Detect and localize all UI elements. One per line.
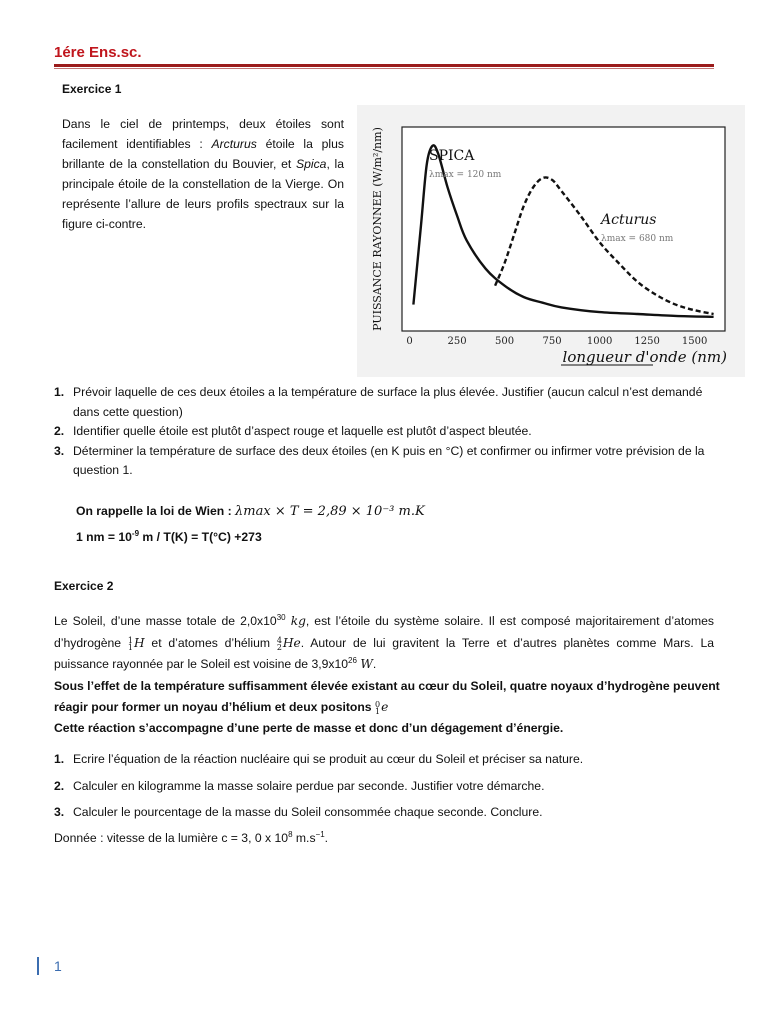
exp-minus-9: -9 <box>131 529 140 538</box>
power-text: . Autour de lui gravitent la Terre et d’autres planètes comme Mars. La puissance rayonnée par le Soleil est voisine de 3,9x10 <box>54 635 714 671</box>
x-tick-label: 750 <box>542 336 562 347</box>
h-atomic-number: 1 <box>127 642 133 652</box>
header-divider <box>54 64 714 67</box>
exercise-2-paragraph-1 <box>54 611 714 676</box>
h-mass-number: 1 <box>127 635 133 645</box>
x-tick-label: 1500 <box>681 336 708 347</box>
series-lambda-spica: λmax = 120 nm <box>429 170 502 180</box>
document-header-title: 1ére Ens.sc. <box>54 44 142 61</box>
question-text: Identifier quelle étoile est plutôt d’aspect rouge et laquelle est plutôt d’aspect bleutée. <box>73 424 532 438</box>
spectral-chart <box>357 105 745 377</box>
page-number-bar <box>37 957 39 975</box>
wien-formula: λmax × T = 2,89 × 10⁻³ m.K <box>235 504 425 519</box>
helium-symbol: He <box>282 635 301 650</box>
question-number: 2. <box>54 778 65 793</box>
spica-name: Spica <box>295 157 327 171</box>
unit-w: W <box>360 657 373 671</box>
he-mass-number: 4 <box>276 635 282 645</box>
paragraph-end: . <box>372 657 377 671</box>
sun-mass-text: Le Soleil, d’une masse totale de 2,0x10 <box>54 614 277 628</box>
exercise-1-intro <box>62 114 344 234</box>
intro-text-3: , la principale étoile de la constellation de la Vierge. On représente l’allure de leurs profils spectraux sur la figure ci-contre. <box>62 157 344 231</box>
positron-bottom: 1 <box>374 707 381 716</box>
y-axis-label: PUISSANCE RAYONNEE (W/m²/nm) <box>371 127 384 331</box>
exp-30: 30 <box>276 613 286 622</box>
ex2-question-2 <box>54 777 726 797</box>
intro-text-1: Dans le ciel de printemps, deux étoiles sont facilement identifiables : <box>62 117 344 151</box>
donnee-text: Donnée : vitesse de la lumière c = 3, 0 x 10 <box>54 831 289 845</box>
arcturus-name: Arcturus <box>211 137 257 151</box>
exp-minus-1: −1 <box>315 830 325 839</box>
positron-top: 0 <box>374 700 381 709</box>
x-tick-label: 500 <box>495 336 515 347</box>
exercise-1-questions <box>54 383 722 481</box>
page-number: 1 <box>54 958 62 974</box>
question-number: 2. <box>54 424 65 438</box>
hydrogen-symbol: H <box>133 635 145 650</box>
hydrogen-isotope-numbers <box>128 637 133 651</box>
donnee-end: . <box>324 831 329 845</box>
wien-law-line <box>76 501 676 522</box>
x-tick-label: 1000 <box>586 336 613 347</box>
question-number: 3. <box>54 805 65 819</box>
question-text: Ecrire l’équation de la réaction nucléaire qui se produit au cœur du Soleil et préciser sa nature. <box>73 752 584 766</box>
ex1-question-3 <box>54 442 722 481</box>
ex2-question-3 <box>54 803 726 823</box>
question-number: 3. <box>54 443 65 458</box>
question-number: 1. <box>54 752 65 766</box>
helium-text: et d’atomes d’hélium <box>144 635 277 650</box>
question-number: 1. <box>54 385 65 399</box>
fusion-text: Sous l’effet de la température suffisamment élevée existant au cœur du Soleil, quatre noyaux d’hydrogène peuvent réagir pour former un noyau d’hélium et deux positons <box>54 679 720 714</box>
x-axis-label: longueur d'onde (nm) <box>562 348 727 366</box>
ex1-question-1 <box>54 383 722 422</box>
ex1-question-2 <box>54 422 722 442</box>
x-tick-label: 0 <box>406 336 413 347</box>
question-text: Déterminer la température de surface des deux étoiles (en K puis en °C) et confirmer ou infirmer votre prévision de la question 1. <box>73 443 705 477</box>
units-reminder <box>76 527 676 547</box>
positron-numbers <box>375 701 380 715</box>
positron-symbol: e <box>381 700 389 714</box>
series-lambda-acturus: λmax = 680 nm <box>601 234 674 244</box>
question-text: Calculer le pourcentage de la masse du Soleil consommée chaque seconde. Conclure. <box>73 805 543 819</box>
he-atomic-number: 2 <box>276 642 282 652</box>
units-line: 1 nm = $10^{-9}$ m / T(K) = T(°C) +273 <box>76 529 262 544</box>
spectral-profile-figure <box>357 105 745 377</box>
series-name-acturus: Acturus <box>601 212 657 228</box>
helium-isotope-numbers <box>277 637 282 651</box>
donnee-unit: m.s <box>292 831 316 845</box>
exp-26: 26 <box>348 656 357 665</box>
header-divider-thin <box>54 68 714 69</box>
series-name-spica: SPICA <box>429 148 475 164</box>
exercise-1-title: Exercice 1 <box>62 82 122 96</box>
exercise-2-title: Exercice 2 <box>54 579 114 593</box>
unit-kg: kg <box>290 614 306 628</box>
question-text: Calculer en kilogramme la masse solaire perdue par seconde. Justifier votre démarche. <box>73 778 545 793</box>
ex2-question-1 <box>54 750 726 770</box>
intro-text-2: étoile la plus brillante de la constellation du Bouvier, et <box>62 137 344 171</box>
exercise-2-paragraph-2 <box>54 676 726 739</box>
composition-text: , est l’étoile du système solaire. Il est composé majoritairement d’atomes d’hydrogène <box>54 614 715 650</box>
x-tick-label: 1250 <box>634 336 660 347</box>
question-text: Prévoir laquelle de ces deux étoiles a la température de surface la plus élevée. Justifier (aucun calcul n’est demandé dans cette question) <box>73 385 703 419</box>
x-tick-label: 250 <box>447 336 467 347</box>
mass-loss-text: Cette réaction s’accompagne d’une perte de masse et donc d’un dégagement d’énergie. <box>54 721 564 735</box>
light-speed-data <box>54 828 654 848</box>
wien-label: On rappelle la loi de Wien : <box>76 504 236 518</box>
exp-8: 8 <box>288 830 293 839</box>
exercise-2-questions <box>54 750 726 830</box>
